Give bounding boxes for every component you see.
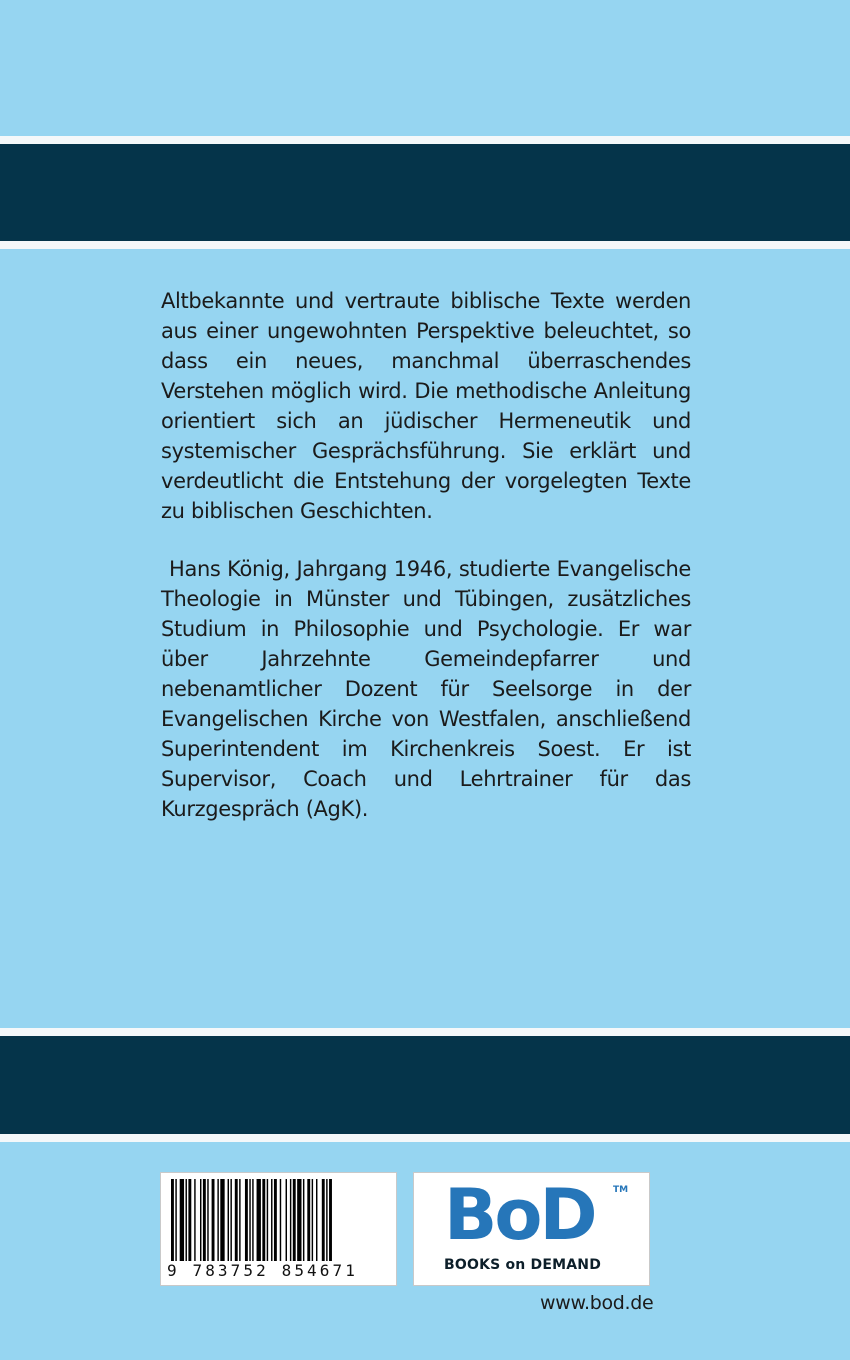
barcode-bars xyxy=(171,1179,387,1261)
barcode-bar xyxy=(220,1179,224,1261)
author-bio xyxy=(161,554,691,824)
barcode-bar xyxy=(303,1179,304,1261)
barcode-bar xyxy=(322,1179,325,1261)
barcode-bar xyxy=(212,1179,215,1261)
barcode-bar xyxy=(326,1179,327,1261)
bottom-dark-band xyxy=(0,1036,850,1134)
barcode-bar xyxy=(230,1179,231,1261)
barcode-bar xyxy=(271,1179,272,1261)
barcode-bar xyxy=(171,1179,174,1261)
author-bio-text: Hans König, Jahrgang 1946, studierte Evangelische Theologie in Münster und Tübingen, zusätzliches Studium in Philosophie und Psychologie. Er war über Jahrzehnte Gemeindepfarrer und nebenamtlicher Dozent für Seelsorge in der Evangelischen Kirche von Westfalen, anschließend Superintendent im Kirchenkreis Soest. Er ist Supervisor, Coach und Lehrtrainer für das Kurzgespräch (AgK). xyxy=(161,557,691,821)
barcode-bar xyxy=(280,1179,281,1261)
publisher-url: www.bod.de xyxy=(540,1292,654,1314)
barcode-bar xyxy=(188,1179,191,1261)
barcode-bar xyxy=(297,1179,301,1261)
bod-logo-text: BoD xyxy=(444,1174,595,1256)
barcode-bar xyxy=(200,1179,201,1261)
barcode-bar xyxy=(186,1179,187,1261)
bottom-white-stripe xyxy=(0,1028,850,1036)
blurb-paragraph-1 xyxy=(161,286,691,526)
barcode-bar xyxy=(245,1179,248,1261)
top-white-stripe xyxy=(0,136,850,144)
barcode-bar xyxy=(267,1179,268,1261)
barcode-bar xyxy=(290,1179,291,1261)
barcode-bar xyxy=(235,1179,238,1261)
barcode-bar xyxy=(307,1179,310,1261)
barcode-bar xyxy=(257,1179,261,1261)
barcode-bar xyxy=(274,1179,277,1261)
top-dark-band xyxy=(0,144,850,241)
bod-tagline: BOOKS on DEMAND xyxy=(444,1257,602,1273)
barcode-bar xyxy=(239,1179,240,1261)
barcode-bar xyxy=(262,1179,265,1261)
barcode-bar xyxy=(175,1179,176,1261)
barcode-bar xyxy=(203,1179,206,1261)
trademark-mark: TM xyxy=(613,1185,629,1195)
barcode-bar xyxy=(228,1179,229,1261)
barcode-bar xyxy=(194,1179,195,1261)
barcode-bar xyxy=(252,1179,253,1261)
blurb-text-1: Altbekannte und vertraute biblische Texte werden aus einer ungewohnten Perspektive beleuchtet, so dass ein neues, manchmal überraschendes Verstehen möglich wird. Die methodische Anleitung orientiert sich an jüdischer Hermeneutik und systemischer Gesprächsführung. Sie erklärt und verdeutlicht die Entstehung der vorgelegten Texte zu biblischen Geschichten. xyxy=(161,289,691,523)
barcode-bar xyxy=(207,1179,208,1261)
bottom-white-stripe-lower xyxy=(0,1134,850,1142)
barcode-bar xyxy=(329,1179,332,1261)
publisher-logo xyxy=(413,1172,650,1286)
isbn-number: 9 783752 854671 xyxy=(167,1261,358,1280)
barcode-bar xyxy=(217,1179,218,1261)
barcode-bar xyxy=(316,1179,317,1261)
barcode-bar xyxy=(293,1179,296,1261)
barcode-bar xyxy=(180,1179,184,1261)
top-white-stripe-lower xyxy=(0,241,850,249)
isbn-barcode xyxy=(160,1172,397,1286)
barcode-bar xyxy=(286,1179,287,1261)
barcode-bar xyxy=(312,1179,313,1261)
barcode-bar xyxy=(249,1179,250,1261)
